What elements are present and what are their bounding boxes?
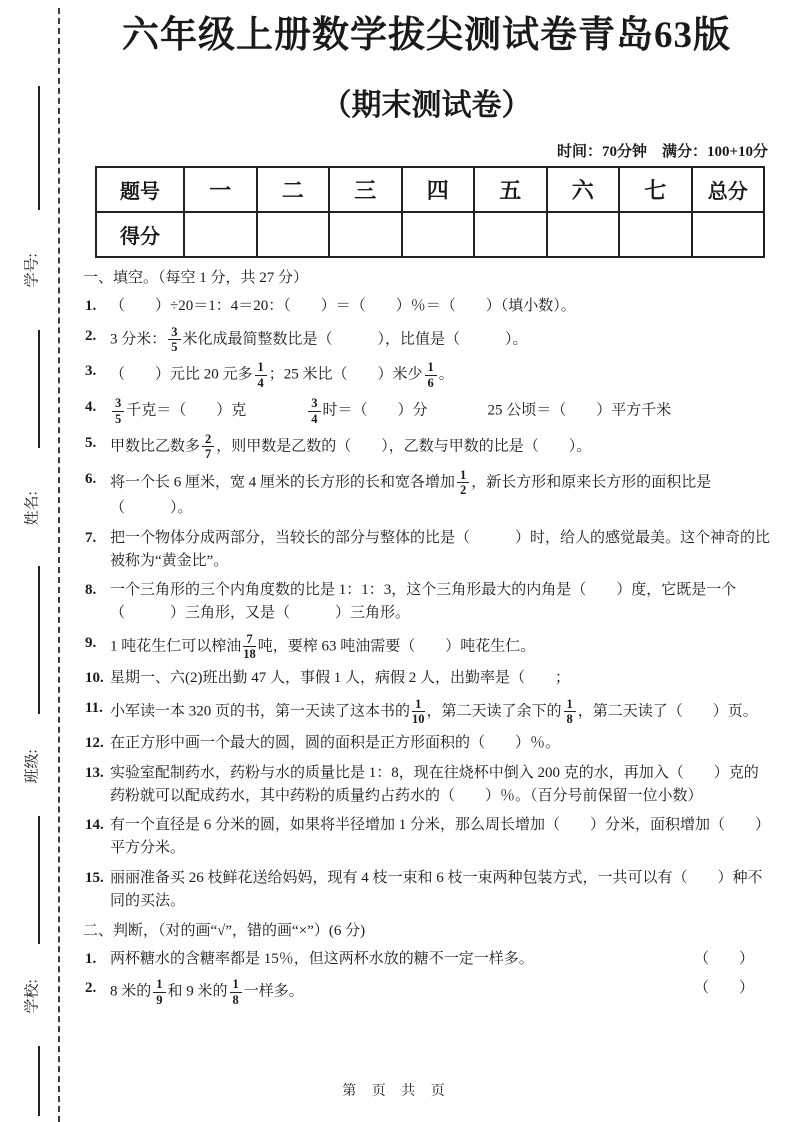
- page-subtitle: （期末测试卷）: [321, 89, 532, 123]
- score-table-header-cell: 六: [547, 167, 620, 212]
- questions-area: [83, 268, 770, 1007]
- page-title: 六年级上册数学拔尖测试卷青岛63版: [122, 15, 731, 56]
- question-number: 2.: [85, 327, 97, 344]
- score-row-label: 得分: [96, 212, 184, 257]
- question-text: 一个三角形的三个内角度数的比是 1：1：3，这个三角形最大的内角是（ ）度，它既是一个（ ）三角形，又是（ ）三角形。: [110, 582, 737, 622]
- fraction-numerator: 1: [425, 360, 437, 375]
- seal-dashed-line: [58, 8, 60, 1122]
- score-table-header-cell: 一: [184, 167, 257, 212]
- section-1-question-3: [83, 360, 770, 390]
- exam-time-score-meta: 时间：70分钟 满分：100+10分: [556, 144, 768, 161]
- score-cell: [692, 212, 765, 257]
- question-number: 13.: [85, 764, 104, 781]
- question-text: 小军读一本 320 页的书，第一天读了这本书的: [110, 702, 411, 719]
- question-number: 2.: [85, 980, 97, 997]
- question-text: ，新长方形和原来长方形的面积比是（ ）。: [110, 473, 712, 517]
- answer-blank: （ ）: [693, 951, 754, 968]
- score-cell: [329, 212, 402, 257]
- name-blank-line: [38, 330, 40, 448]
- score-table-header-cell: 三: [329, 167, 402, 212]
- fraction: [255, 360, 267, 390]
- fraction: [412, 697, 425, 727]
- fraction-denominator: 5: [171, 340, 178, 355]
- fraction-numerator: 1: [230, 977, 242, 992]
- fraction: [230, 977, 242, 1007]
- score-cell: [257, 212, 330, 257]
- section-1-question-2: [83, 325, 770, 355]
- fraction-denominator: 10: [412, 712, 425, 727]
- school-label: 学校:: [24, 979, 41, 1014]
- section-1-question-4: [83, 396, 770, 426]
- question-number: 7.: [85, 529, 97, 546]
- question-text: 时＝（ ）分 25 公顷＝（ ）平方千米: [322, 402, 672, 419]
- fraction-numerator: 1: [564, 697, 576, 712]
- student-name-label: 姓名:: [24, 491, 41, 526]
- score-cell: [474, 212, 547, 257]
- score-table-header-cell: 总分: [692, 167, 765, 212]
- fraction: [202, 432, 214, 462]
- score-table-score-row: [96, 212, 764, 257]
- question-text: ，第二天读了（ ）页。: [577, 702, 758, 719]
- school-blank-line: [38, 816, 40, 944]
- question-text: （ ）元比 20 元多: [110, 366, 253, 383]
- question-text: 在正方形中画一个最大的圆，圆的面积是正方形面积的（ ）％。: [110, 735, 561, 752]
- score-cell: [547, 212, 620, 257]
- question-number: 9.: [85, 634, 97, 651]
- question-text: ，第二天读了余下的: [426, 702, 562, 719]
- section-1-question-8: [83, 579, 770, 626]
- question-text: 吨，要榨 63 吨油需要（ ）吨花生仁。: [257, 637, 536, 654]
- question-number: 5.: [85, 434, 97, 451]
- section-1-question-6: [83, 468, 770, 521]
- question-number: 6.: [85, 470, 97, 487]
- class-blank-line: [38, 566, 40, 714]
- score-table: [95, 166, 765, 258]
- fraction-denominator: 6: [427, 375, 434, 390]
- fraction-numerator: 3: [168, 325, 180, 340]
- fraction: [243, 632, 256, 662]
- section-1-question-13: [83, 762, 770, 809]
- question-text: 3 分米：: [110, 330, 167, 347]
- student-id-label: 学号:: [24, 253, 41, 288]
- question-text: 把一个物体分成两部分，当较长的部分与整体的比是（ ）时，给人的感觉最美。这个神奇的比被称为“黄金比”。: [110, 529, 771, 569]
- fraction-denominator: 2: [460, 483, 467, 498]
- fraction-denominator: 8: [232, 992, 239, 1007]
- fraction: [308, 396, 320, 426]
- question-text: 8 米的: [110, 983, 152, 1000]
- question-number: 8.: [85, 582, 97, 599]
- fraction-numerator: 7: [243, 632, 256, 647]
- section-1-question-7: [83, 527, 770, 574]
- fraction-numerator: 1: [457, 468, 469, 483]
- main-content: [83, 0, 770, 1013]
- section-1-question-10: [83, 667, 770, 690]
- answer-blank: （ ）: [693, 980, 754, 997]
- question-number: 11.: [85, 699, 103, 716]
- score-table-corner: 题号: [96, 167, 184, 212]
- score-cell: [402, 212, 475, 257]
- question-text: （ ）÷20＝1：4＝20：（ ）＝（ ）％＝（ ）（填小数）。: [110, 298, 576, 315]
- section-1-question-14: [83, 814, 770, 861]
- question-number: 3.: [85, 363, 97, 380]
- fraction: [112, 396, 124, 426]
- section-1-question-1: [83, 295, 770, 318]
- section-1-question-11: [83, 697, 770, 727]
- fraction: [564, 697, 576, 727]
- class-label: 班级:: [24, 749, 41, 784]
- score-cell: [619, 212, 692, 257]
- question-number: 1.: [85, 298, 97, 315]
- fraction: [153, 977, 165, 1007]
- question-text: 实验室配制药水，药粉与水的质量比是 1：8，现在往烧杯中倒入 200 克的水，再加入（ ）克的药粉就可以配成药水，其中药粉的质量约占药水的（ ）％。（百分号前保留一位小数）: [110, 764, 759, 804]
- fraction-numerator: 1: [412, 697, 425, 712]
- fraction-numerator: 3: [308, 396, 320, 411]
- section-2-heading: 二、判断，（对的画“√”，错的画“×”）(6 分): [83, 923, 366, 940]
- question-text: 千克＝（ ）克: [126, 402, 307, 419]
- question-number: 4.: [85, 399, 97, 416]
- fraction-denominator: 5: [115, 411, 122, 426]
- student-id-blank-line: [38, 86, 40, 210]
- fraction-denominator: 4: [311, 411, 318, 426]
- question-text: 两杯糖水的含糖率都是 15％，但这两杯水放的糖不一定一样多。: [110, 951, 534, 968]
- question-text: 丽丽准备买 26 枝鲜花送给妈妈，现有 4 枝一束和 6 枝一束两种包装方式，一共可以有（ ）种不同的买法。: [110, 869, 763, 909]
- fraction-denominator: 8: [566, 712, 573, 727]
- question-text: ；25 米比（ ）米少: [268, 366, 423, 383]
- fraction: [425, 360, 437, 390]
- question-text: 一样多。: [243, 983, 304, 1000]
- fraction-denominator: 18: [243, 647, 256, 662]
- section-1-question-5: [83, 432, 770, 462]
- fraction-denominator: 4: [257, 375, 264, 390]
- section-1-question-15: [83, 867, 770, 914]
- score-table-header-cell: 二: [257, 167, 330, 212]
- question-text: 1 吨花生仁可以榨油: [110, 637, 242, 654]
- question-number: 15.: [85, 869, 104, 886]
- question-number: 12.: [85, 735, 104, 752]
- question-text: 和 9 米的: [167, 983, 228, 1000]
- question-text: 有一个直径是 6 分米的圆，如果将半径增加 1 分米，那么周长增加（ ）分米，面积增加（ ）平方分米。: [110, 817, 771, 857]
- question-number: 10.: [85, 670, 104, 687]
- section-2-question-2: [83, 977, 770, 1007]
- fraction: [168, 325, 180, 355]
- fraction-numerator: 3: [112, 396, 124, 411]
- fraction-numerator: 1: [153, 977, 165, 992]
- question-number: 1.: [85, 951, 97, 968]
- section-2-question-1: [83, 948, 770, 971]
- fraction-numerator: 1: [255, 360, 267, 375]
- fraction-numerator: 2: [202, 432, 214, 447]
- score-table-header-cell: 五: [474, 167, 547, 212]
- question-text: 将一个长 6 厘米，宽 4 厘米的长方形的长和宽各增加: [110, 473, 456, 490]
- question-text: 甲数比乙数多: [110, 438, 201, 455]
- fraction-denominator: 7: [205, 447, 212, 462]
- fraction-denominator: 9: [156, 992, 163, 1007]
- section-1-heading: 一、填空。（每空 1 分，共 27 分）: [83, 270, 309, 287]
- fraction: [457, 468, 469, 498]
- section-1-question-9: [83, 632, 770, 662]
- score-table-header-cell: 七: [619, 167, 692, 212]
- question-text: ，则甲数是乙数的（ ），乙数与甲数的比是（ ）。: [216, 438, 592, 455]
- section-1-question-12: [83, 732, 770, 755]
- question-number: 14.: [85, 817, 104, 834]
- question-text: 星期一、六(2)班出勤 47 人，事假 1 人，病假 2 人，出勤率是（ ；: [110, 670, 570, 687]
- page-footer: 第 页 共 页: [342, 1084, 451, 1099]
- score-cell: [184, 212, 257, 257]
- question-text: 。: [438, 366, 454, 383]
- score-table-header-row: [96, 167, 764, 212]
- question-text: 米化成最简整数比是（ ），比值是（ ）。: [182, 330, 528, 347]
- score-table-header-cell: 四: [402, 167, 475, 212]
